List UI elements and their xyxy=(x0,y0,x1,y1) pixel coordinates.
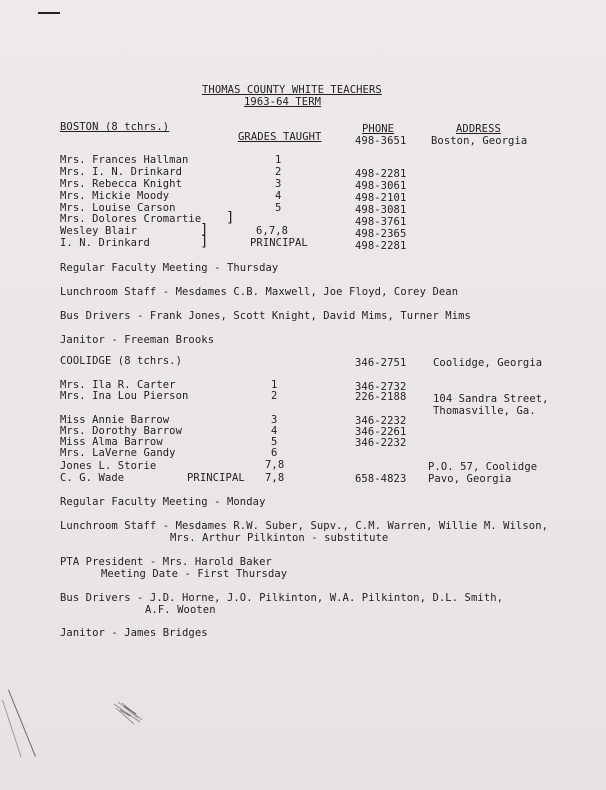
teacher-phone: 498-2281 xyxy=(355,168,407,180)
scan-smudge xyxy=(110,700,144,726)
teacher-name: Miss Alma Barrow xyxy=(60,436,163,448)
principal-label: PRINCIPAL xyxy=(187,472,245,484)
coolidge-lunchroom-substitute: Mrs. Arthur Pilkinton - substitute xyxy=(170,532,389,544)
teacher-name: Mrs. Ila R. Carter xyxy=(60,379,176,391)
boston-faculty-meeting: Regular Faculty Meeting - Thursday xyxy=(60,262,279,274)
teacher-phone: 226-2188 xyxy=(355,391,407,403)
teacher-address: P.O. 57, Coolidge xyxy=(428,461,538,473)
coolidge-janitor: Janitor - James Bridges xyxy=(60,627,208,639)
teacher-grade: 2 xyxy=(275,166,282,178)
bracket-mark: ] xyxy=(200,234,209,250)
teacher-grade: 7,8 xyxy=(265,472,285,484)
boston-phone: 498-3651 xyxy=(355,135,407,147)
teacher-grade: 4 xyxy=(271,425,278,437)
boston-heading: BOSTON (8 tchrs.) xyxy=(60,121,170,133)
boston-bus-drivers: Bus Drivers - Frank Jones, Scott Knight, David Mims, Turner Mims xyxy=(60,310,471,322)
teacher-grade: 5 xyxy=(271,436,278,448)
bracket-mark: ] xyxy=(226,210,235,226)
teacher-grade: 1 xyxy=(275,154,282,166)
teacher-name: Mrs. Mickie Moody xyxy=(60,190,170,202)
teacher-phone: 498-2101 xyxy=(355,192,407,204)
teacher-grade: PRINCIPAL xyxy=(250,237,308,249)
teacher-name: Mrs. Dolores Cromartie xyxy=(60,213,202,225)
teacher-phone: 346-2261 xyxy=(355,426,407,438)
teacher-grade: 6,7,8 xyxy=(256,225,289,237)
teacher-name: Mrs. Ina Lou Pierson xyxy=(60,390,189,402)
teacher-grade: 6 xyxy=(271,447,278,459)
teacher-name: Jones L. Storie xyxy=(60,460,157,472)
teacher-phone: 658-4823 xyxy=(355,473,407,485)
teacher-grade: 7,8 xyxy=(265,459,285,471)
teacher-grade: 4 xyxy=(275,190,282,202)
coolidge-address: Coolidge, Georgia xyxy=(433,357,543,369)
coolidge-phone: 346-2751 xyxy=(355,357,407,369)
teacher-name: Wesley Blair xyxy=(60,225,138,237)
teacher-grade: 3 xyxy=(275,178,282,190)
teacher-name: Mrs. Dorothy Barrow xyxy=(60,425,183,437)
teacher-name: Mrs. Frances Hallman xyxy=(60,154,189,166)
scan-streak xyxy=(2,700,21,757)
coolidge-pta-president: PTA President - Mrs. Harold Baker xyxy=(60,556,272,568)
phone-column-header: PHONE xyxy=(362,123,395,135)
teacher-phone: 346-2732 xyxy=(355,381,407,393)
teacher-phone: 498-2281 xyxy=(355,240,407,252)
teacher-phone: 346-2232 xyxy=(355,437,407,449)
teacher-name: I. N. Drinkard xyxy=(60,237,150,249)
document-term: 1963-64 TERM xyxy=(244,96,322,108)
teacher-phone: 498-2365 xyxy=(355,228,407,240)
teacher-grade: 5 xyxy=(275,202,282,214)
teacher-name: Mrs. Louise Carson xyxy=(60,202,176,214)
teacher-address: Thomasville, Ga. xyxy=(433,405,536,417)
coolidge-heading: COOLIDGE (8 tchrs.) xyxy=(60,355,183,367)
coolidge-pta-meeting-date: Meeting Date - First Thursday xyxy=(101,568,288,580)
teacher-name: Mrs. I. N. Drinkard xyxy=(60,166,183,178)
boston-lunchroom-staff: Lunchroom Staff - Mesdames C.B. Maxwell, Joe Floyd, Corey Dean xyxy=(60,286,459,298)
document-title: THOMAS COUNTY WHITE TEACHERS xyxy=(202,84,382,96)
address-column-header: ADDRESS xyxy=(456,123,501,135)
teacher-address: Pavo, Georgia xyxy=(428,473,512,485)
teacher-phone: 498-3761 xyxy=(355,216,407,228)
boston-address: Boston, Georgia xyxy=(431,135,528,147)
corner-mark xyxy=(38,12,60,14)
scan-streak xyxy=(8,689,36,756)
coolidge-faculty-meeting: Regular Faculty Meeting - Monday xyxy=(60,496,266,508)
bracket-mark: ] xyxy=(200,222,209,238)
coolidge-bus-drivers: Bus Drivers - J.D. Horne, J.O. Pilkinton, W.A. Pilkinton, D.L. Smith, xyxy=(60,592,504,604)
teacher-address: 104 Sandra Street, xyxy=(433,393,549,405)
teacher-name: Miss Annie Barrow xyxy=(60,414,170,426)
teacher-phone: 498-3061 xyxy=(355,180,407,192)
grades-column-header: GRADES TAUGHT xyxy=(238,131,322,143)
teacher-phone: 498-3081 xyxy=(355,204,407,216)
teacher-name: Mrs. LaVerne Gandy xyxy=(60,447,176,459)
teacher-grade: 2 xyxy=(271,390,278,402)
teacher-grade: 1 xyxy=(271,379,278,391)
coolidge-lunchroom-staff: Lunchroom Staff - Mesdames R.W. Suber, Supv., C.M. Warren, Willie M. Wilson, xyxy=(60,520,549,532)
teacher-name: Mrs. Rebecca Knight xyxy=(60,178,183,190)
teacher-grade: 3 xyxy=(271,414,278,426)
teacher-name: C. G. Wade xyxy=(60,472,125,484)
coolidge-bus-drivers-cont: A.F. Wooten xyxy=(145,604,216,616)
teacher-phone: 346-2232 xyxy=(355,415,407,427)
boston-janitor: Janitor - Freeman Brooks xyxy=(60,334,215,346)
